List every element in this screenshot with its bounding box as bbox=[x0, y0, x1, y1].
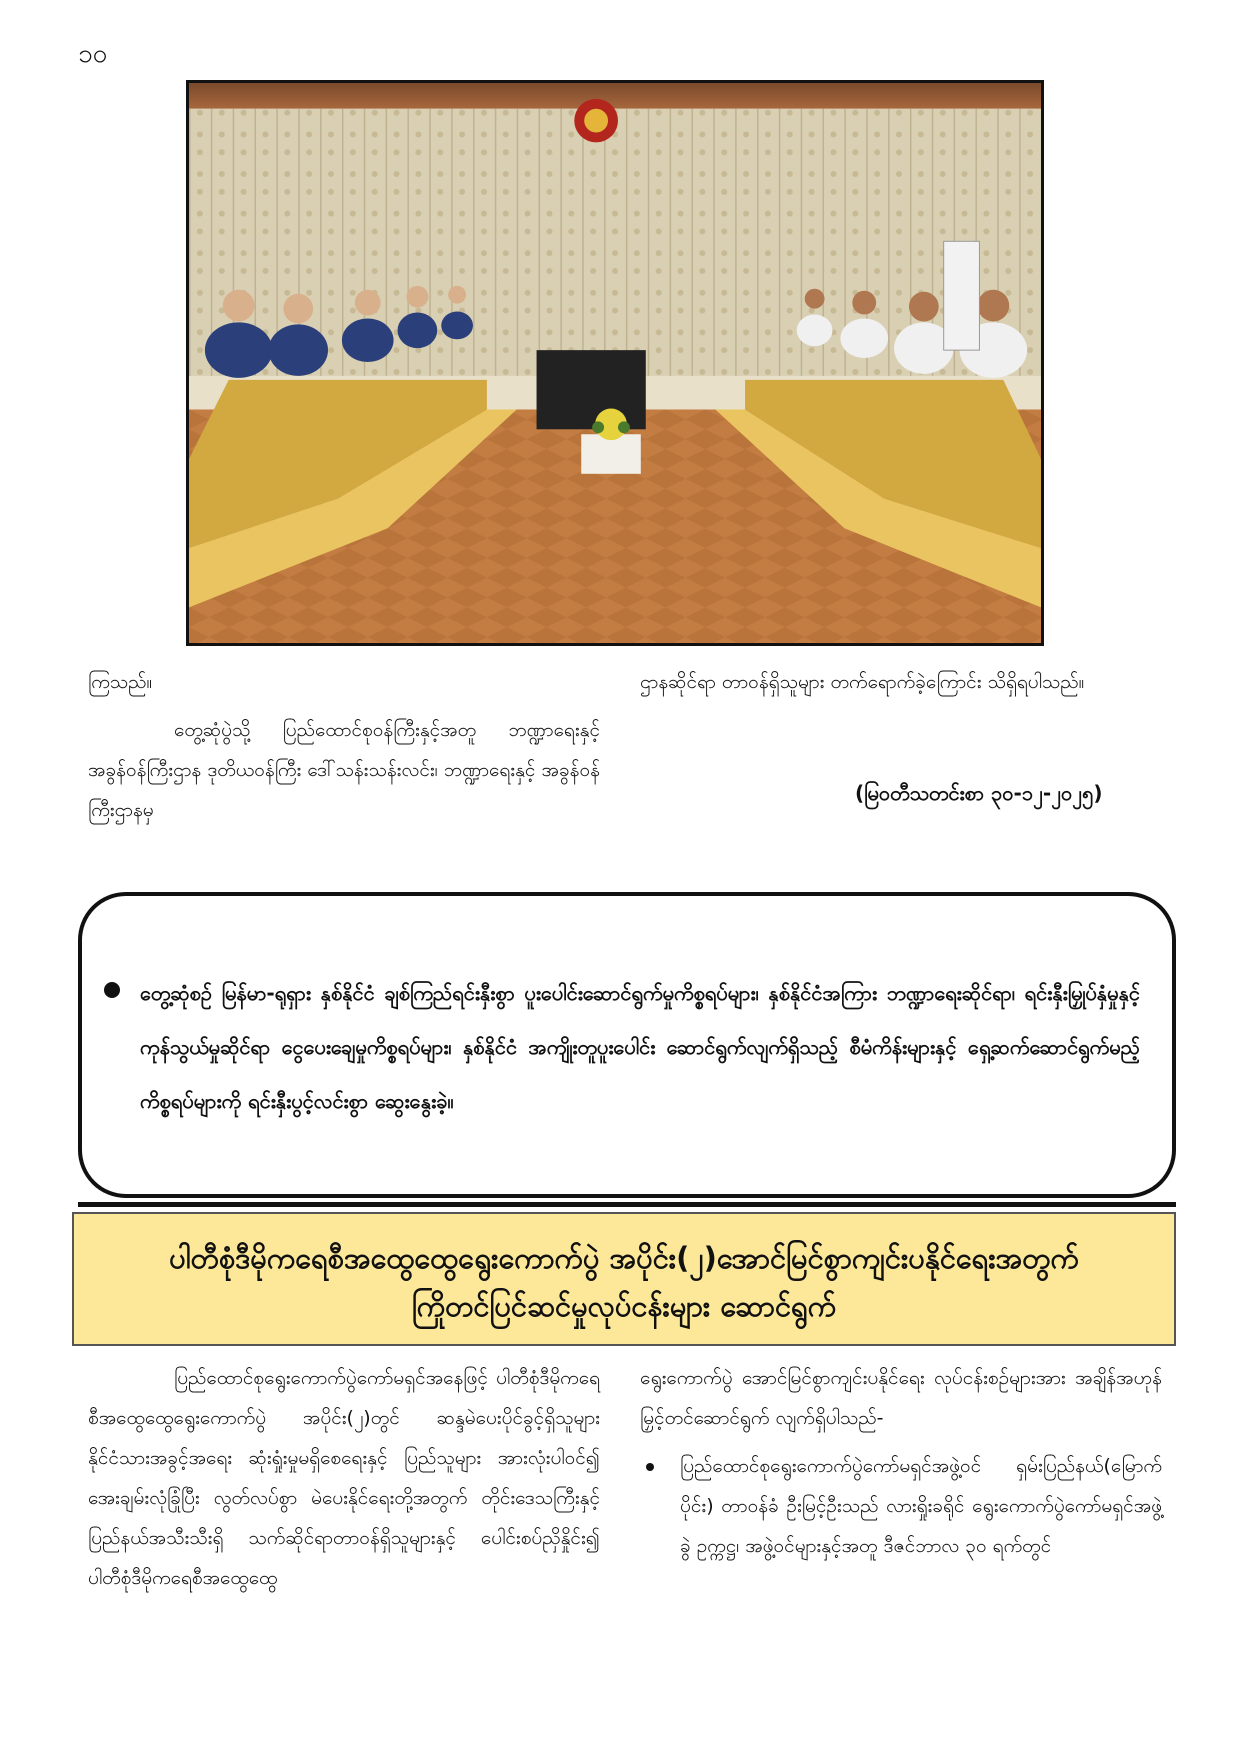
lead-line: ကြသည်။ bbox=[88, 671, 153, 693]
list-item bbox=[640, 1446, 1162, 1566]
section-divider bbox=[78, 1202, 1176, 1207]
upper-right-paragraph: ဌာနဆိုင်ရာ တာဝန်ရှိသူများ တက်ရောက်ခဲ့ကြောင်း သိရှိရပါသည်။ bbox=[640, 671, 1085, 693]
meeting-photo bbox=[186, 80, 1044, 646]
upper-left-column bbox=[88, 662, 600, 830]
lower-right-paragraph: ရွေးကောက်ပွဲ အောင်မြင်စွာကျင်းပနိုင်ရေး လုပ်ငန်းစဉ်များအား အချိန်အဟုန် မြှင့်တင်ဆောင်ရွက် လျက်ရှိပါသည်- bbox=[640, 1367, 1162, 1429]
bullet-icon bbox=[104, 982, 120, 998]
lower-left-column bbox=[88, 1358, 600, 1598]
meeting-room-illustration bbox=[189, 83, 1041, 643]
lower-left-paragraph: ပြည်ထောင်စုရွေးကောက်ပွဲကော်မရှင်အနေဖြင့် ပါတီစုံဒီမိုကရေစီအထွေထွေရွေးကောက်ပွဲ အပိုင်း(၂)တွင် ဆန္ဒမဲပေးပိုင်ခွင့်ရှိသူများ နိုင်ငံသားအခွင့်အရေး ဆုံးရှုံးမှုမရှိစေရေးနှင့် ပြည်သူများ အားလုံးပါဝင်၍ အေးချမ်းလုံခြုံပြီး လွတ်လပ်စွာ မဲပေးနိုင်ရေးတို့အတွက် တိုင်းဒေသကြီးနှင့် ပြည်နယ်အသီးသီးရှိ သက်ဆိုင်ရာတာဝန်ရှိသူများနှင့် ပေါင်းစပ်ညှိနှိုင်း၍ ပါတီစုံဒီမိုကရေစီအထွေထွေ bbox=[88, 1367, 600, 1589]
bullet-icon bbox=[646, 1463, 654, 1471]
upper-left-paragraph: တွေ့ဆုံပွဲသို့ ပြည်ထောင်စုဝန်ကြီးနှင့်အတူ ဘဏ္ဍာရေးနှင့် အခွန်ဝန်ကြီးဌာန ဒုတိယဝန်ကြီး ဒေါ်သန်းသန်းလင်း၊ ဘဏ္ဍာရေးနှင့် အခွန်ဝန်ကြီးဌာနမှ bbox=[88, 719, 600, 821]
upper-right-column bbox=[640, 662, 1162, 702]
news-source: (မြဝတီသတင်းစာ ၃၀-၁၂-၂၀၂၅) bbox=[855, 781, 1103, 805]
page-number: ၁၀ bbox=[78, 39, 108, 69]
bullet-text: ပြည်ထောင်စုရွေးကောက်ပွဲကော်မရှင်အဖွဲ့ဝင် ရှမ်းပြည်နယ်(မြောက်ပိုင်း) တာဝန်ခံ ဦးမြင့်ဦးသည် လားရှိုးခရိုင် ရွေးကောက်ပွဲကော်မရှင်အဖွဲ့ခွဲ ဥက္ကဋ္ဌ၊ အဖွဲ့ဝင်များနှင့်အတူ ဒီဇင်ဘာလ ၃၀ ရက်တွင် bbox=[680, 1455, 1162, 1557]
headline-line-1: ပါတီစုံဒီမိုကရေစီအထွေထွေရွေးကောက်ပွဲ အပိုင်း(၂)အောင်မြင်စွာကျင်းပနိုင်ရေးအတွက် bbox=[169, 1241, 1079, 1275]
headline-banner bbox=[72, 1212, 1176, 1346]
summary-box bbox=[78, 892, 1176, 1198]
headline-line-2: ကြိုတင်ပြင်ဆင်မှုလုပ်ငန်းများ ဆောင်ရွက် bbox=[411, 1289, 837, 1323]
lower-right-column bbox=[640, 1358, 1162, 1566]
summary-text: တွေ့ဆုံစဉ် မြန်မာ-ရုရှား နှစ်နိုင်ငံ ချစ်ကြည်ရင်းနှီးစွာ ပူးပေါင်းဆောင်ရွက်မှုကိစ္စရပ်များ၊ နှစ်နိုင်ငံအကြား ဘဏ္ဍာရေးဆိုင်ရာ၊ ရင်းနှီးမြှုပ်နှံမှုနှင့် ကုန်သွယ်မှုဆိုင်ရာ ငွေပေးချေမှုကိစ္စရပ်များ၊ နှစ်နိုင်ငံ အကျိုးတူပူးပေါင်း ဆောင်ရွက်လျက်ရှိသည့် စီမံကိန်းများနှင့် ရှေ့ဆက်ဆောင်ရွက်မည့်ကိစ္စရပ်များကို ရင်းနှီးပွင့်လင်းစွာ ဆွေးနွေးခဲ့။ bbox=[140, 981, 1140, 1113]
